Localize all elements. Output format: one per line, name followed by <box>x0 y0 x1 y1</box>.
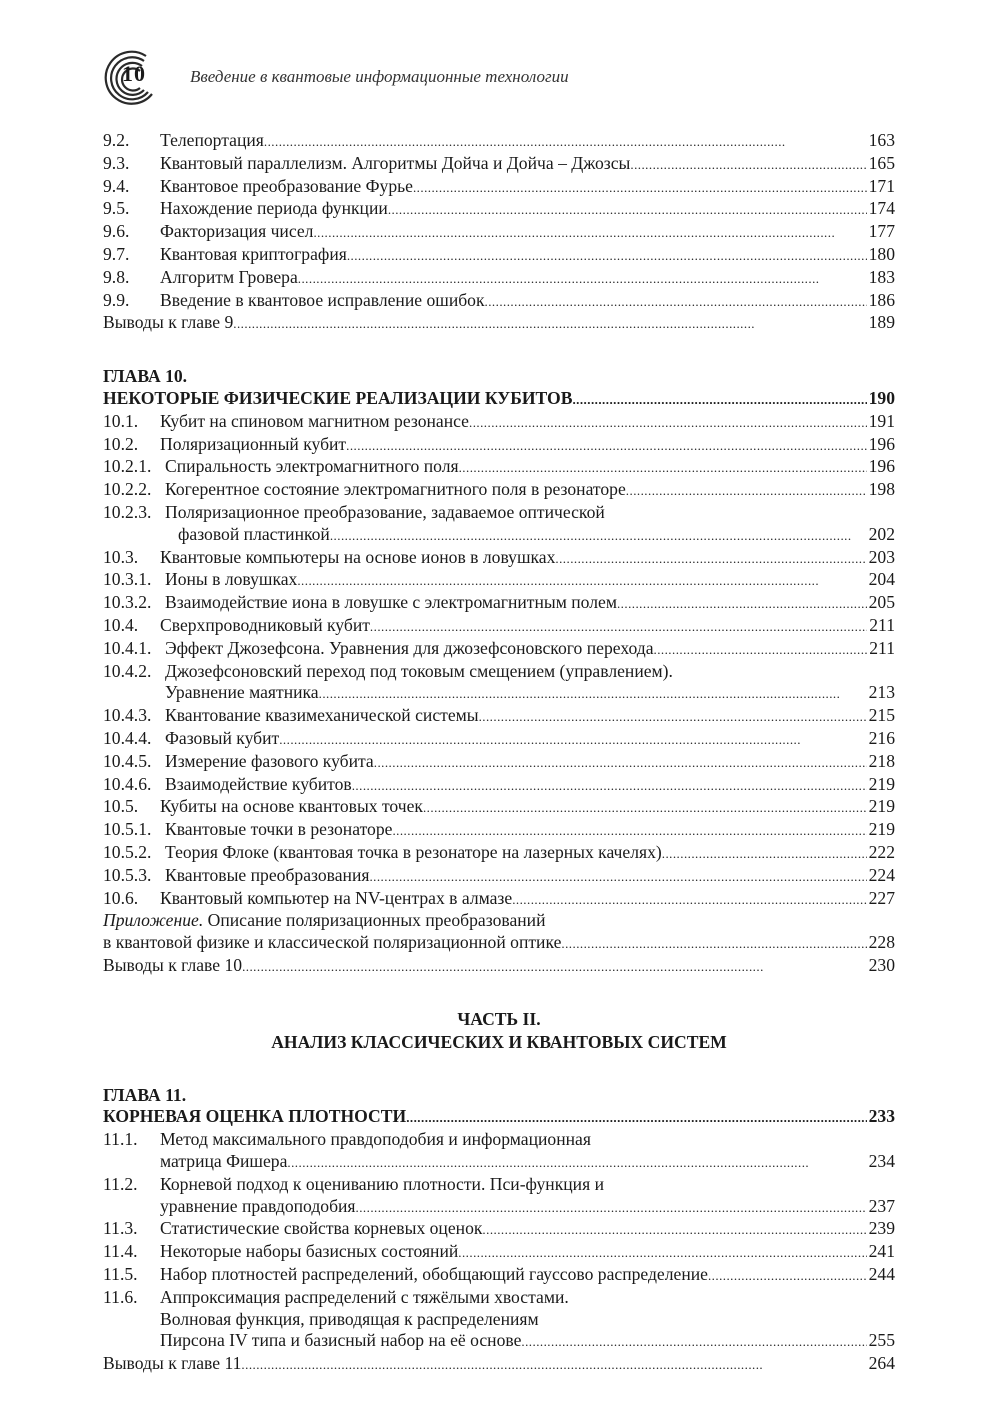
entry-title: Нахождение периода функции <box>160 198 388 219</box>
toc-entry[interactable] <box>103 1241 895 1264</box>
entry-page: 174 <box>868 198 895 219</box>
entry-page: 222 <box>868 841 895 862</box>
dot-leader <box>313 221 866 244</box>
entry-page: 198 <box>868 479 895 500</box>
entry-title: Фазовый кубит <box>165 727 280 748</box>
entry-number: 9.6. <box>103 221 130 242</box>
entry-number: 10.4.5. <box>103 750 152 771</box>
toc-entry[interactable] <box>103 1264 895 1287</box>
dot-leader <box>512 888 866 911</box>
entry-title: Выводы к главе 11 <box>103 1353 242 1374</box>
entry-title: Взаимодействие иона в ловушке с электромагнитным полем <box>165 592 617 613</box>
entry-number: 11.2. <box>103 1173 138 1194</box>
entry-page: 264 <box>868 1353 895 1374</box>
toc-entry[interactable] <box>103 130 895 153</box>
entry-title: Квантовые преобразования <box>165 864 370 885</box>
dot-leader <box>555 547 866 570</box>
entry-page: 191 <box>868 410 895 431</box>
entry-number: 10.5.2. <box>103 841 152 862</box>
entry-number: 10.2.2. <box>103 479 152 500</box>
part-2-heading <box>103 1008 895 1054</box>
toc-entry-summary[interactable] <box>103 312 895 335</box>
toc-entry[interactable] <box>103 569 895 592</box>
entry-title: в квантовой физике и классической поляризационной оптике <box>103 932 562 953</box>
toc-entry-multiline[interactable] <box>103 1287 895 1353</box>
entry-title: Взаимодействие кубитов <box>165 773 352 794</box>
entry-number: 10.2.3. <box>103 501 152 522</box>
entry-title: Квантовый параллелизм. Алгоритмы Дойча и Дойча – Джозсы <box>160 152 631 173</box>
page-header <box>100 48 895 108</box>
entry-number: 11.1. <box>103 1129 138 1150</box>
entry-title: Введение в квантовое исправление ошибок <box>160 289 485 310</box>
entry-number: 9.5. <box>103 198 130 219</box>
dot-leader <box>654 638 868 661</box>
entry-number: 11.3. <box>103 1218 138 1239</box>
dot-leader <box>708 1264 867 1287</box>
entry-number: 10.4.6. <box>103 773 152 794</box>
toc-entry[interactable] <box>103 865 895 888</box>
dot-leader <box>482 1218 866 1241</box>
entry-page: 219 <box>868 773 895 794</box>
toc-entry-summary[interactable] <box>103 1353 895 1376</box>
part-label: ЧАСТЬ II. <box>457 1008 541 1029</box>
toc-entry[interactable] <box>103 888 895 911</box>
entry-page: 196 <box>868 456 895 477</box>
dot-leader <box>388 198 867 221</box>
toc-entry[interactable] <box>103 290 895 313</box>
toc-entry[interactable] <box>103 547 895 570</box>
entry-page: 255 <box>868 1330 895 1351</box>
entry-title: Телепортация <box>160 130 264 150</box>
chapter-title: НЕКОТОРЫЕ ФИЗИЧЕСКИЕ РЕАЛИЗАЦИИ КУБИТОВ <box>103 387 573 408</box>
entry-number: 10.6. <box>103 887 139 908</box>
dot-leader <box>406 1106 866 1129</box>
entry-title: Эффект Джозефсона. Уравнения для джозефсоновского перехода <box>165 637 654 658</box>
toc-entry[interactable] <box>103 153 895 176</box>
entry-page: 241 <box>868 1241 895 1262</box>
entry-title: Измерение фазового кубита <box>165 750 374 771</box>
entry-number: 9.9. <box>103 289 130 310</box>
dot-leader <box>626 479 867 502</box>
dot-leader <box>279 728 866 751</box>
dot-leader <box>346 434 866 457</box>
entry-number: 10.4. <box>103 614 139 635</box>
dot-leader <box>617 592 867 615</box>
entry-number: 10.3.1. <box>103 569 152 590</box>
dot-leader <box>572 388 866 411</box>
toc-entry[interactable] <box>103 221 895 244</box>
entry-title: Квантование квазимеханической системы <box>165 705 479 726</box>
entry-title: Статистические свойства корневых оценок <box>160 1218 483 1239</box>
dot-leader <box>413 176 867 199</box>
entry-number: 9.3. <box>103 152 130 173</box>
entry-page: 171 <box>868 175 895 196</box>
entry-number: 10.1. <box>103 410 139 431</box>
toc-entry[interactable] <box>103 244 895 267</box>
entry-title: Некоторые наборы базисных состояний <box>160 1241 459 1262</box>
chapter-title: КОРНЕВАЯ ОЦЕНКА ПЛОТНОСТИ <box>103 1106 407 1127</box>
entry-page: 215 <box>868 705 895 726</box>
dot-leader <box>459 456 867 479</box>
entry-title: Сверхпроводниковый кубит <box>160 614 370 635</box>
chapter-11-heading[interactable] <box>103 1106 895 1129</box>
entry-title: Квантовое преобразование Фурье <box>160 175 413 196</box>
dot-leader <box>233 312 866 335</box>
entry-title: Квантовая криптография <box>160 243 347 264</box>
entry-title: уравнение правдоподобия <box>160 1195 356 1216</box>
entry-page: 165 <box>868 152 895 173</box>
entry-number: 10.5.1. <box>103 819 152 840</box>
entry-page: 218 <box>868 750 895 771</box>
entry-number: 9.7. <box>103 243 130 264</box>
toc-entry[interactable] <box>103 411 895 434</box>
entry-number: 10.2. <box>103 433 139 454</box>
entry-page: 203 <box>868 546 895 567</box>
dot-leader <box>297 569 866 592</box>
toc-entry[interactable] <box>103 728 895 751</box>
toc-entry[interactable] <box>103 198 895 221</box>
entry-title: Пирсона IV типа и базисный набор на её основе <box>160 1330 522 1351</box>
toc-entry-summary[interactable] <box>103 955 895 978</box>
toc-entry[interactable] <box>103 176 895 199</box>
entry-page: 227 <box>868 887 895 908</box>
dot-leader <box>479 705 867 728</box>
dot-leader <box>352 774 867 797</box>
dot-leader <box>369 865 866 888</box>
dot-leader <box>561 932 866 955</box>
toc-entry[interactable] <box>103 615 895 638</box>
entry-number: 9.4. <box>103 175 130 196</box>
entry-title: Выводы к главе 10 <box>103 954 243 975</box>
entry-title: Уравнение маятника <box>165 682 319 703</box>
entry-number: 10.5. <box>103 796 139 817</box>
entry-title-line: Описание поляризационных преобразований <box>207 910 546 931</box>
entry-title: фазовой пластинкой <box>178 523 330 544</box>
entry-number: 11.6. <box>103 1286 138 1307</box>
chapter-10-label: ГЛАВА 10. <box>103 366 188 387</box>
toc-entry[interactable] <box>103 267 895 290</box>
chapter-10-entries <box>103 411 895 978</box>
dot-leader <box>264 130 867 153</box>
entry-title: Выводы к главе 9 <box>103 312 234 333</box>
entry-number: 10.5.3. <box>103 864 152 885</box>
dot-leader <box>287 1151 866 1174</box>
dot-leader <box>330 524 867 547</box>
dot-leader <box>298 267 867 290</box>
entry-title-line: Корневой подход к оцениванию плотности. Пси-функция и <box>160 1173 605 1194</box>
entry-page: 230 <box>868 954 895 975</box>
dot-leader <box>241 1353 866 1376</box>
entry-title-line: Поляризационное преобразование, задаваемое оптической <box>165 501 605 522</box>
appendix-label: Приложение. <box>103 910 204 931</box>
toc-entry[interactable] <box>103 796 895 819</box>
entry-page: 204 <box>868 569 895 590</box>
entry-number: 10.2.1. <box>103 456 152 477</box>
dot-leader <box>485 290 867 313</box>
entry-title-line: Метод максимального правдоподобия и информационная <box>160 1129 591 1150</box>
entry-page: 202 <box>868 523 895 544</box>
toc-entry[interactable] <box>103 751 895 774</box>
dot-leader <box>319 682 867 705</box>
toc-entry-multiline[interactable] <box>103 661 895 706</box>
entry-page: 219 <box>868 796 895 817</box>
entry-number: 10.3. <box>103 546 139 567</box>
entry-page: 239 <box>868 1218 895 1239</box>
running-title: Введение в квантовые информационные технологии <box>190 67 569 86</box>
toc-entry-appendix[interactable] <box>103 910 895 955</box>
chapter-11-label: ГЛАВА 11. <box>103 1084 187 1105</box>
entry-title: Кубит на спиновом магнитном резонансе <box>160 410 469 431</box>
dot-leader <box>370 615 867 638</box>
part-title: АНАЛИЗ КЛАССИЧЕСКИХ И КВАНТОВЫХ СИСТЕМ <box>271 1031 727 1052</box>
entry-page: 205 <box>868 592 895 613</box>
entry-page: 216 <box>868 727 895 748</box>
entry-title: Набор плотностей распределений, обобщающий гауссово распределение <box>160 1264 708 1285</box>
toc-entry[interactable] <box>103 705 895 728</box>
toc-entry[interactable] <box>103 592 895 615</box>
entry-page: 189 <box>868 312 895 333</box>
entry-title: Ионы в ловушках <box>165 569 298 590</box>
entry-title: Квантовые компьютеры на основе ионов в ловушках <box>160 546 556 567</box>
entry-title-line: Джозефсоновский переход под токовым смещением (управлением). <box>165 660 673 681</box>
entry-title: Факторизация чисел <box>160 221 314 242</box>
chapter-page: 190 <box>868 387 895 408</box>
entry-page: 163 <box>868 130 895 150</box>
entry-page: 211 <box>869 614 895 635</box>
toc-entry[interactable] <box>103 434 895 457</box>
entry-page: 237 <box>868 1195 895 1216</box>
chapter-9-entries <box>103 130 895 335</box>
entry-page: 183 <box>868 266 895 287</box>
entry-page: 196 <box>868 433 895 454</box>
toc-entry[interactable] <box>103 819 895 842</box>
toc-entry-multiline[interactable] <box>103 502 895 547</box>
table-of-contents <box>103 130 895 1376</box>
entry-number: 10.3.2. <box>103 592 152 613</box>
entry-number: 11.4. <box>103 1241 138 1262</box>
entry-title: Квантовый компьютер на NV-центрах в алмазе <box>160 887 513 908</box>
entry-number: 9.8. <box>103 266 130 287</box>
entry-number: 9.2. <box>103 130 130 150</box>
entry-page: 234 <box>868 1151 895 1172</box>
toc-entry[interactable] <box>103 1218 895 1241</box>
toc-entry[interactable] <box>103 842 895 865</box>
entry-title: Поляризационный кубит <box>160 433 347 454</box>
entry-page: 224 <box>868 864 895 885</box>
dot-leader <box>423 796 867 819</box>
entry-page: 177 <box>868 221 895 242</box>
entry-title: Кубиты на основе квантовых точек <box>160 796 423 817</box>
chapter-10-heading[interactable] <box>103 388 895 411</box>
entry-title-line: Волновая функция, приводящая к распределениям <box>160 1308 539 1329</box>
entry-page: 180 <box>868 243 895 264</box>
entry-page: 219 <box>868 819 895 840</box>
entry-title: Алгоритм Гровера <box>160 266 298 287</box>
dot-leader <box>662 842 867 865</box>
entry-page: 228 <box>868 932 895 953</box>
entry-page: 211 <box>869 637 895 658</box>
entry-title: Теория Флоке (квантовая точка в резонаторе на лазерных качелях) <box>165 841 662 862</box>
page-number: 10 <box>122 61 146 86</box>
chapter-page: 233 <box>868 1106 895 1127</box>
entry-number: 10.4.2. <box>103 660 152 681</box>
entry-number: 10.4.4. <box>103 727 152 748</box>
dot-leader <box>242 955 867 978</box>
dot-leader <box>374 751 867 774</box>
entry-title: матрица Фишера <box>160 1151 288 1172</box>
entry-title: Квантовые точки в резонаторе <box>165 819 393 840</box>
toc-entry[interactable] <box>103 774 895 797</box>
chapter-11-entries <box>103 1129 895 1376</box>
dot-leader <box>392 819 866 842</box>
toc-entry-multiline[interactable] <box>103 1129 895 1174</box>
entry-number: 10.4.1. <box>103 637 152 658</box>
dot-leader <box>630 153 866 176</box>
dot-leader <box>356 1196 867 1219</box>
entry-page: 213 <box>868 682 895 703</box>
entry-page: 186 <box>868 289 895 310</box>
toc-entry[interactable] <box>103 479 895 502</box>
entry-number: 11.5. <box>103 1264 138 1285</box>
toc-entry[interactable] <box>103 638 895 661</box>
entry-number: 10.4.3. <box>103 705 152 726</box>
entry-title-line: Аппроксимация распределений с тяжёлыми хвостами. <box>160 1286 569 1307</box>
entry-title: Когерентное состояние электромагнитного поля в резонаторе <box>165 479 626 500</box>
toc-entry-multiline[interactable] <box>103 1174 895 1219</box>
dot-leader <box>521 1330 866 1353</box>
entry-title: Спиральность электромагнитного поля <box>165 456 459 477</box>
dot-leader <box>469 411 867 434</box>
toc-entry[interactable] <box>103 456 895 479</box>
dot-leader <box>347 244 867 267</box>
entry-page: 244 <box>868 1264 895 1285</box>
dot-leader <box>458 1241 866 1264</box>
